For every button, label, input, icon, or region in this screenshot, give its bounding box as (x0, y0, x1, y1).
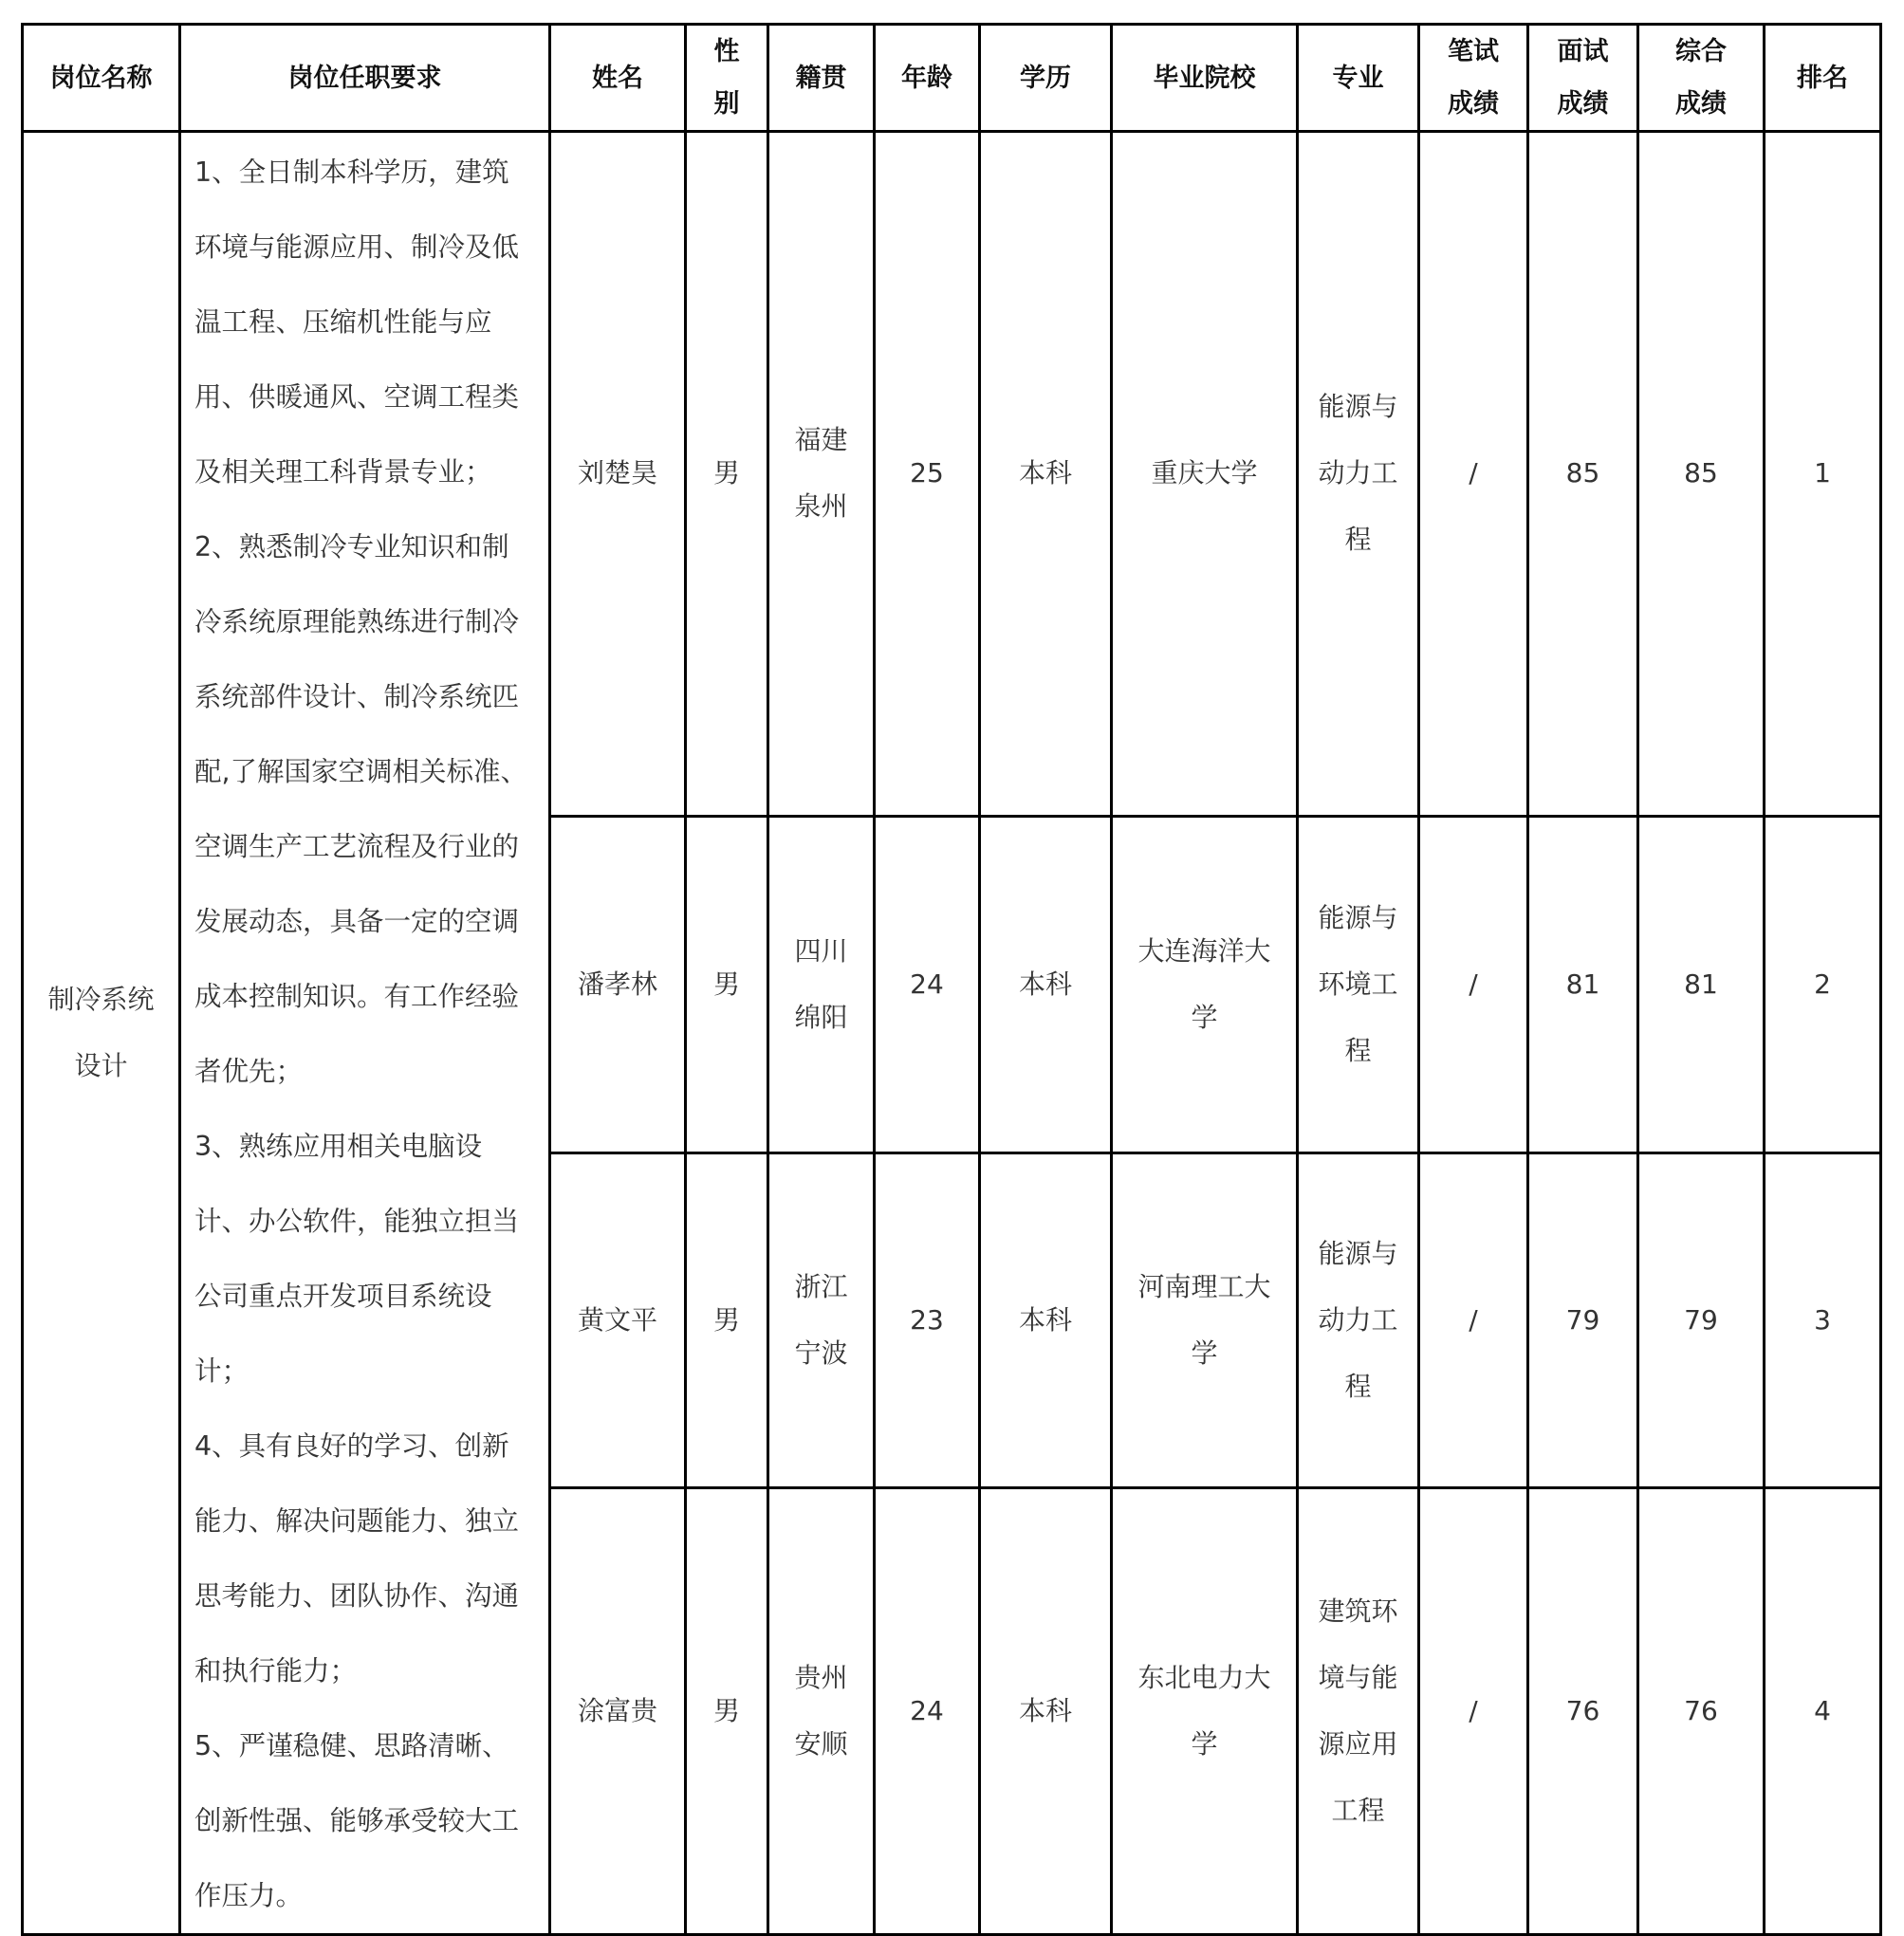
header-label: 别 (713, 89, 740, 119)
interview-score-cell: 85 (1528, 132, 1638, 817)
header-label: 籍贯 (795, 63, 847, 93)
hometown-line: 绵阳 (794, 1001, 848, 1033)
interview-score-cell: 76 (1528, 1487, 1638, 1934)
school-line: 学 (1191, 1337, 1218, 1369)
total-score-cell: 81 (1638, 816, 1765, 1152)
requirement-line: 创新性强、能够承受较大工 (194, 1805, 520, 1836)
requirement-line: 及相关理工科背景专业； (194, 456, 492, 488)
interview-score-cell: 81 (1528, 816, 1638, 1152)
requirement-line: 思考能力、团队协作、沟通 (194, 1580, 520, 1612)
gender-cell: 男 (686, 816, 768, 1152)
position-name: 设计 (74, 1050, 128, 1081)
header-gender (686, 25, 768, 132)
name-cell: 涂富贵 (550, 1487, 686, 1934)
requirement-line: 冷系统原理能熟练进行制冷 (194, 606, 520, 637)
header-label: 笔试 (1448, 37, 1499, 66)
requirement-line: 配,了解国家空调相关标准、 (194, 756, 528, 787)
major-cell (1298, 1152, 1419, 1487)
requirement-line: 能力、解决问题能力、独立 (194, 1505, 520, 1537)
major-line: 能源与 (1318, 1237, 1398, 1269)
header-written-score (1419, 25, 1528, 132)
major-cell (1298, 132, 1419, 817)
requirement-line: 用、供暖通风、空调工程类 (194, 381, 520, 413)
school-line: 重庆大学 (1151, 457, 1258, 489)
major-line: 动力工 (1318, 1303, 1398, 1336)
written-score-cell: / (1419, 1487, 1528, 1934)
major-line: 程 (1344, 1034, 1372, 1066)
age-cell: 23 (875, 1152, 980, 1487)
requirement-line: 空调生产工艺流程及行业的 (194, 831, 520, 862)
requirement-line: 3、熟练应用相关电脑设 (194, 1131, 483, 1162)
header-label: 岗位名称 (49, 63, 153, 93)
hometown-line: 四川 (794, 934, 848, 967)
hometown-line: 安顺 (794, 1727, 848, 1760)
education-cell: 本科 (980, 1152, 1112, 1487)
header-label: 成绩 (1675, 89, 1727, 119)
requirement-line: 者优先； (194, 1056, 304, 1087)
header-major (1298, 25, 1419, 132)
written-score-cell: / (1419, 1152, 1528, 1487)
header-label: 性 (713, 37, 740, 66)
header-interview-score (1528, 25, 1638, 132)
school-line: 学 (1191, 1727, 1218, 1760)
header-label: 毕业院校 (1153, 63, 1256, 93)
hometown-cell (768, 1152, 875, 1487)
requirement-line: 环境与能源应用、制冷及低 (194, 231, 520, 263)
major-line: 动力工 (1318, 457, 1398, 489)
major-cell (1298, 1487, 1419, 1934)
written-score-cell: / (1419, 132, 1528, 817)
header-requirements (180, 25, 550, 132)
hometown-line: 福建 (794, 424, 848, 456)
requirement-line: 发展动态，具备一定的空调 (194, 906, 520, 937)
hometown-line: 宁波 (794, 1337, 848, 1369)
written-score-cell: / (1419, 816, 1528, 1152)
requirement-line: 4、具有良好的学习、创新 (194, 1430, 509, 1462)
gender-cell: 男 (686, 1487, 768, 1934)
header-total-score (1638, 25, 1765, 132)
education-cell: 本科 (980, 816, 1112, 1152)
header-name (550, 25, 686, 132)
name-cell: 刘楚昊 (550, 132, 686, 817)
major-line: 能源与 (1318, 901, 1398, 933)
hometown-cell (768, 132, 875, 817)
header-hometown (768, 25, 875, 132)
requirement-line: 5、严谨稳健、思路清晰、 (194, 1730, 509, 1761)
major-line: 环境工 (1318, 968, 1398, 1000)
hometown-line: 泉州 (794, 490, 848, 523)
requirement-line: 2、熟悉制冷专业知识和制 (194, 531, 509, 562)
header-label: 姓名 (592, 63, 643, 93)
name-cell: 潘孝林 (550, 816, 686, 1152)
requirement-line: 和执行能力； (194, 1655, 358, 1687)
requirement-line: 作压力。 (194, 1880, 304, 1911)
requirement-line: 计； (194, 1355, 250, 1387)
position-name: 制冷系统 (47, 984, 155, 1015)
requirement-line: 成本控制知识。有工作经验 (194, 981, 520, 1012)
requirement-line: 计、办公软件，能独立担当 (194, 1206, 520, 1237)
school-cell (1112, 132, 1298, 817)
education-cell: 本科 (980, 1487, 1112, 1934)
header-label: 成绩 (1557, 89, 1609, 119)
total-score-cell: 85 (1638, 132, 1765, 817)
total-score-cell: 76 (1638, 1487, 1765, 1934)
hometown-cell (768, 1487, 875, 1934)
header-label: 年龄 (901, 63, 952, 93)
header-label: 学历 (1020, 63, 1071, 93)
school-cell (1112, 1487, 1298, 1934)
rank-cell: 1 (1765, 132, 1881, 817)
header-rank (1765, 25, 1881, 132)
name-cell: 黄文平 (550, 1152, 686, 1487)
requirement-line: 1、全日制本科学历，建筑 (194, 157, 509, 188)
school-cell (1112, 1152, 1298, 1487)
rank-cell: 2 (1765, 816, 1881, 1152)
major-cell (1298, 816, 1419, 1152)
school-line: 学 (1191, 1001, 1218, 1033)
rank-cell: 3 (1765, 1152, 1881, 1487)
age-cell: 25 (875, 132, 980, 817)
header-label: 综合 (1675, 37, 1727, 66)
header-school (1112, 25, 1298, 132)
candidate-results-table (21, 23, 1882, 1936)
age-cell: 24 (875, 816, 980, 1152)
major-line: 源应用 (1318, 1727, 1398, 1760)
header-position (23, 25, 180, 132)
requirement-line: 温工程、压缩机性能与应 (194, 306, 492, 338)
header-age (875, 25, 980, 132)
hometown-line: 浙江 (794, 1270, 848, 1302)
major-line: 程 (1344, 524, 1372, 556)
hometown-line: 贵州 (794, 1661, 848, 1693)
header-label: 排名 (1797, 63, 1848, 93)
school-cell (1112, 816, 1298, 1152)
header-education (980, 25, 1112, 132)
major-line: 能源与 (1318, 391, 1398, 423)
school-line: 河南理工大 (1137, 1270, 1271, 1302)
major-line: 建筑环 (1318, 1595, 1398, 1627)
major-line: 境与能 (1318, 1661, 1398, 1693)
gender-cell: 男 (686, 1152, 768, 1487)
major-line: 工程 (1331, 1794, 1385, 1826)
header-row (23, 25, 1881, 132)
requirement-line: 系统部件设计、制冷系统匹 (194, 681, 520, 712)
gender-cell: 男 (686, 132, 768, 817)
total-score-cell: 79 (1638, 1152, 1765, 1487)
table-row (23, 132, 1881, 817)
rank-cell: 4 (1765, 1487, 1881, 1934)
hometown-cell (768, 816, 875, 1152)
header-label: 面试 (1557, 37, 1609, 66)
requirement-line: 公司重点开发项目系统设 (194, 1281, 492, 1312)
requirements-cell (180, 132, 550, 1935)
school-line: 大连海洋大 (1137, 934, 1271, 967)
major-line: 程 (1344, 1370, 1372, 1402)
position-cell (23, 132, 180, 1935)
age-cell: 24 (875, 1487, 980, 1934)
header-label: 专业 (1332, 63, 1384, 93)
header-label: 成绩 (1448, 89, 1499, 119)
header-label: 岗位任职要求 (287, 63, 442, 93)
interview-score-cell: 79 (1528, 1152, 1638, 1487)
education-cell: 本科 (980, 132, 1112, 817)
school-line: 东北电力大 (1137, 1661, 1271, 1693)
